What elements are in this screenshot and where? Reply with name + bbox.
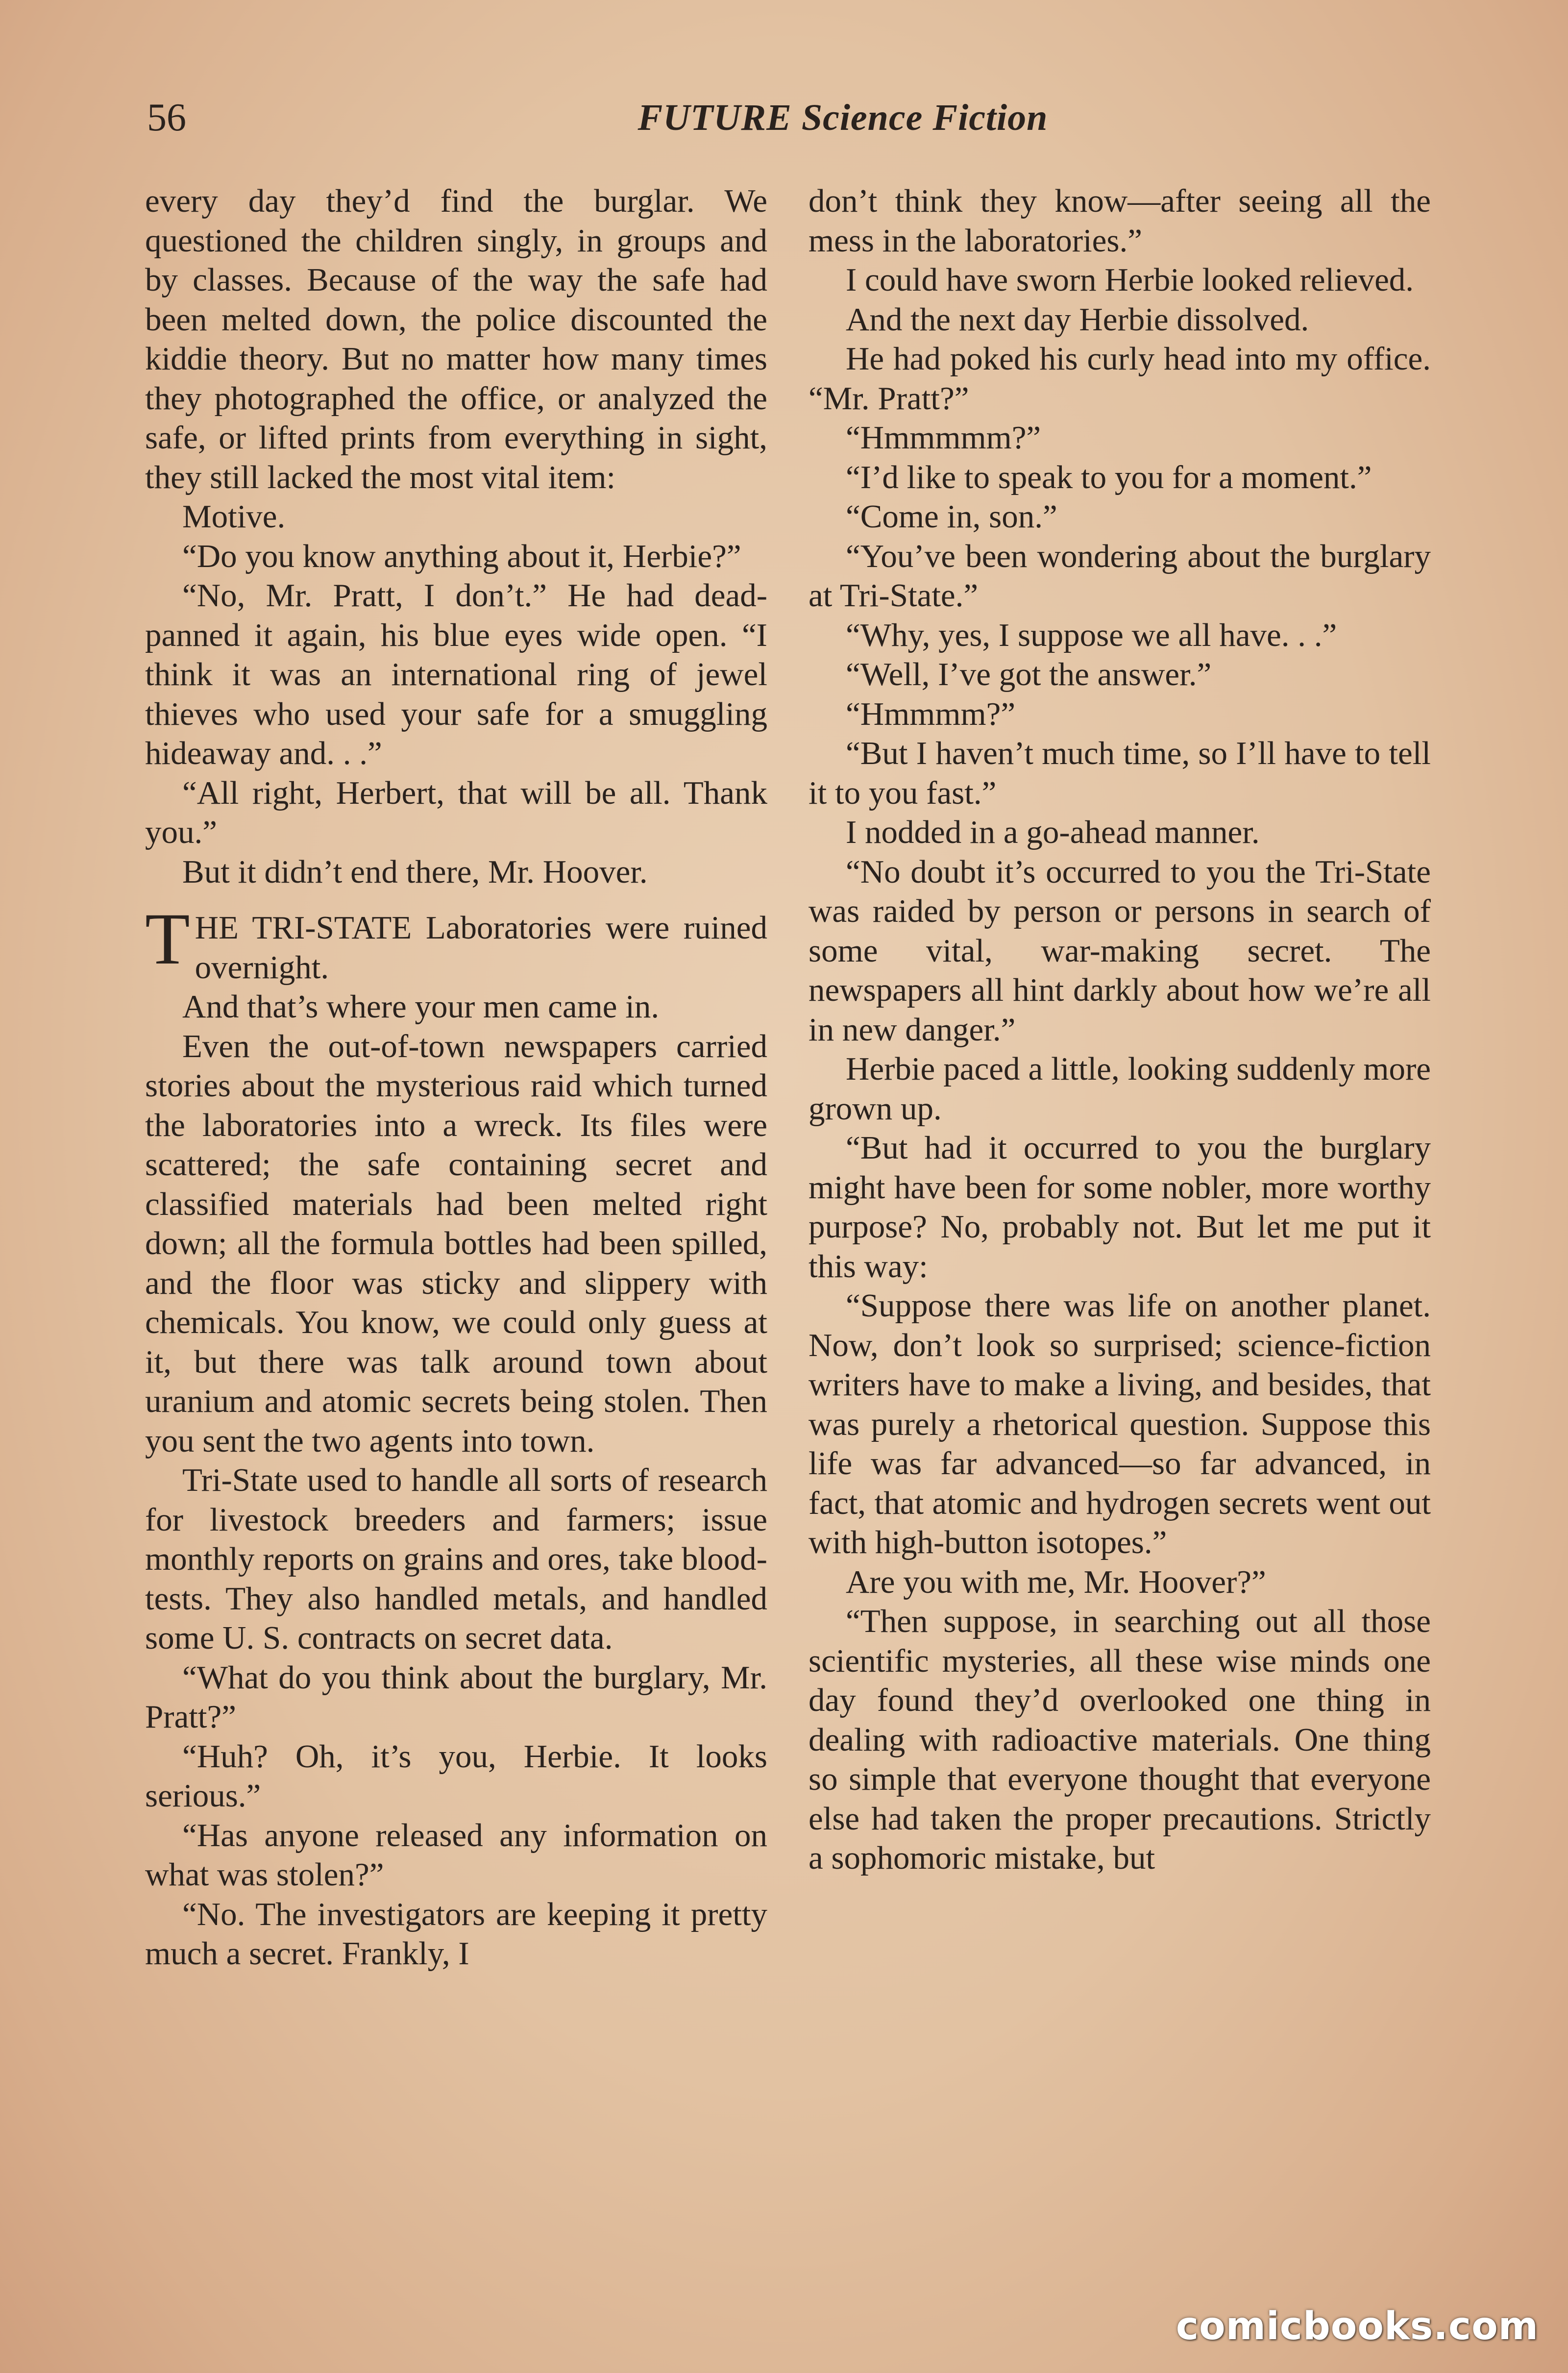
paragraph: “Hmmmmm?” [846, 420, 1041, 456]
paragraph: “Well, I’ve got the answer.” [846, 656, 1212, 692]
paragraph: “Why, yes, I suppose we all have. . .” [846, 617, 1337, 653]
paragraph: I could have sworn Herbie looked relieved. [846, 262, 1414, 298]
page-header [147, 93, 1431, 147]
paragraph: every day they’d find the burglar. We questioned the children singly, in groups and by classes. Because of the way the safe had been melted down, the police discounted the kiddie theory. But no matter how many times they photographed the office, or analyzed the safe, or lifted prints from everything in sight, they still lacked the most vital item: [145, 183, 767, 495]
source-watermark: comicbooks.com [1176, 2304, 1539, 2348]
paragraph: “No, Mr. Pratt, I don’t.” He had dead-panned it again, his blue eyes wide open. “I think it was an international ring of jewel thieves who used your safe for a smuggling hideaway and. . .” [145, 577, 767, 771]
paragraph: Motive. [182, 498, 286, 535]
paragraph: And that’s where your men came in. [182, 989, 660, 1025]
paragraph: “But I haven’t much time, so I’ll have to tell it to you fast.” [808, 735, 1431, 811]
paragraph: “No. The investigators are keeping it pretty much a secret. Frankly, I [145, 1896, 767, 1972]
paragraph: He had poked his curly head into my office. “Mr. Pratt?” [808, 341, 1431, 417]
paragraph: “Suppose there was life on another planet. Now, don’t look so surprised; science-fiction writers have to make a living, and besides, that was purely a rhetorical question. Suppose this life was far advanced—so far advanced, in fact, that atomic and hydrogen secrets went out with high-button isotopes.” [808, 1287, 1431, 1560]
left-column [145, 181, 767, 1974]
paragraph: “No doubt it’s occurred to you the Tri-State was raided by person or persons in search of some vital, war-making secret. The newspapers all hint darkly about how we’re all in new danger.” [808, 853, 1431, 1048]
paragraph: I nodded in a go-ahead manner. [846, 814, 1260, 850]
paragraph: “But had it occurred to you the burglary might have been for some nobler, more worthy purpose? No, probably not. But let me put it this way: [808, 1130, 1431, 1285]
paragraph: “Then suppose, in searching out all those scientific mysteries, all these wise minds one day found they’d overlooked one thing in dealing with radioactive materials. One thing so simple that everyone thought that everyone else had taken the proper precautions. Strictly a sophomoric mistake, but [808, 1603, 1431, 1876]
paragraph: Herbie paced a little, looking suddenly more grown up. [808, 1051, 1431, 1127]
running-title: FUTURE Science Fiction [637, 97, 1048, 138]
paragraph: “Huh? Oh, it’s you, Herbie. It looks serious.” [145, 1738, 767, 1814]
paragraph: “What do you think about the burglary, Mr. Pratt?” [145, 1659, 767, 1735]
paragraph: “All right, Herbert, that will be all. Thank you.” [145, 774, 767, 850]
paragraph: “Do you know anything about it, Herbie?” [182, 538, 741, 574]
paragraph: Tri-State used to handle all sorts of research for livestock breeders and farmers; issue monthly reports on grains and ores, take blood-tests. They also handled metals, and handled some U. S. contracts on secret data. [145, 1462, 767, 1656]
paragraph: And the next day Herbie dissolved. [846, 301, 1309, 338]
paragraph: “You’ve been wondering about the burglary at Tri-State.” [808, 538, 1431, 614]
section-opening-paragraph [145, 898, 767, 987]
paragraph: “Hmmmm?” [846, 695, 1016, 732]
paragraph: “Come in, son.” [846, 498, 1057, 535]
small-caps-lead: HE TRI-STATE [195, 910, 412, 946]
paragraph: “I’d like to speak to you for a moment.” [846, 459, 1372, 495]
section-opening-text: Laboratories were ruined overnight. [195, 910, 767, 986]
right-column [808, 181, 1431, 1878]
paragraph: “Has anyone released any information on what was stolen?” [145, 1817, 767, 1893]
paragraph: Are you with me, Mr. Hoover?” [846, 1563, 1266, 1600]
page-number: 56 [147, 96, 186, 139]
paragraph: don’t think they know—after seeing all the mess in the laboratories.” [808, 183, 1431, 259]
paragraph: But it didn’t end there, Mr. Hoover. [182, 853, 648, 890]
drop-cap: T [145, 898, 190, 980]
paragraph: Even the out-of-town newspapers carried stories about the mysterious raid which turned the laboratories into a wreck. Its files were scattered; the safe containing secret and classified materials had been melted right down; all the formula bottles had been spilled, and the floor was sticky and slippery with chemicals. You know, we could only guess at it, but there was talk around town about uranium and atomic secrets being stolen. Then you sent the two agents into town. [145, 1028, 767, 1459]
